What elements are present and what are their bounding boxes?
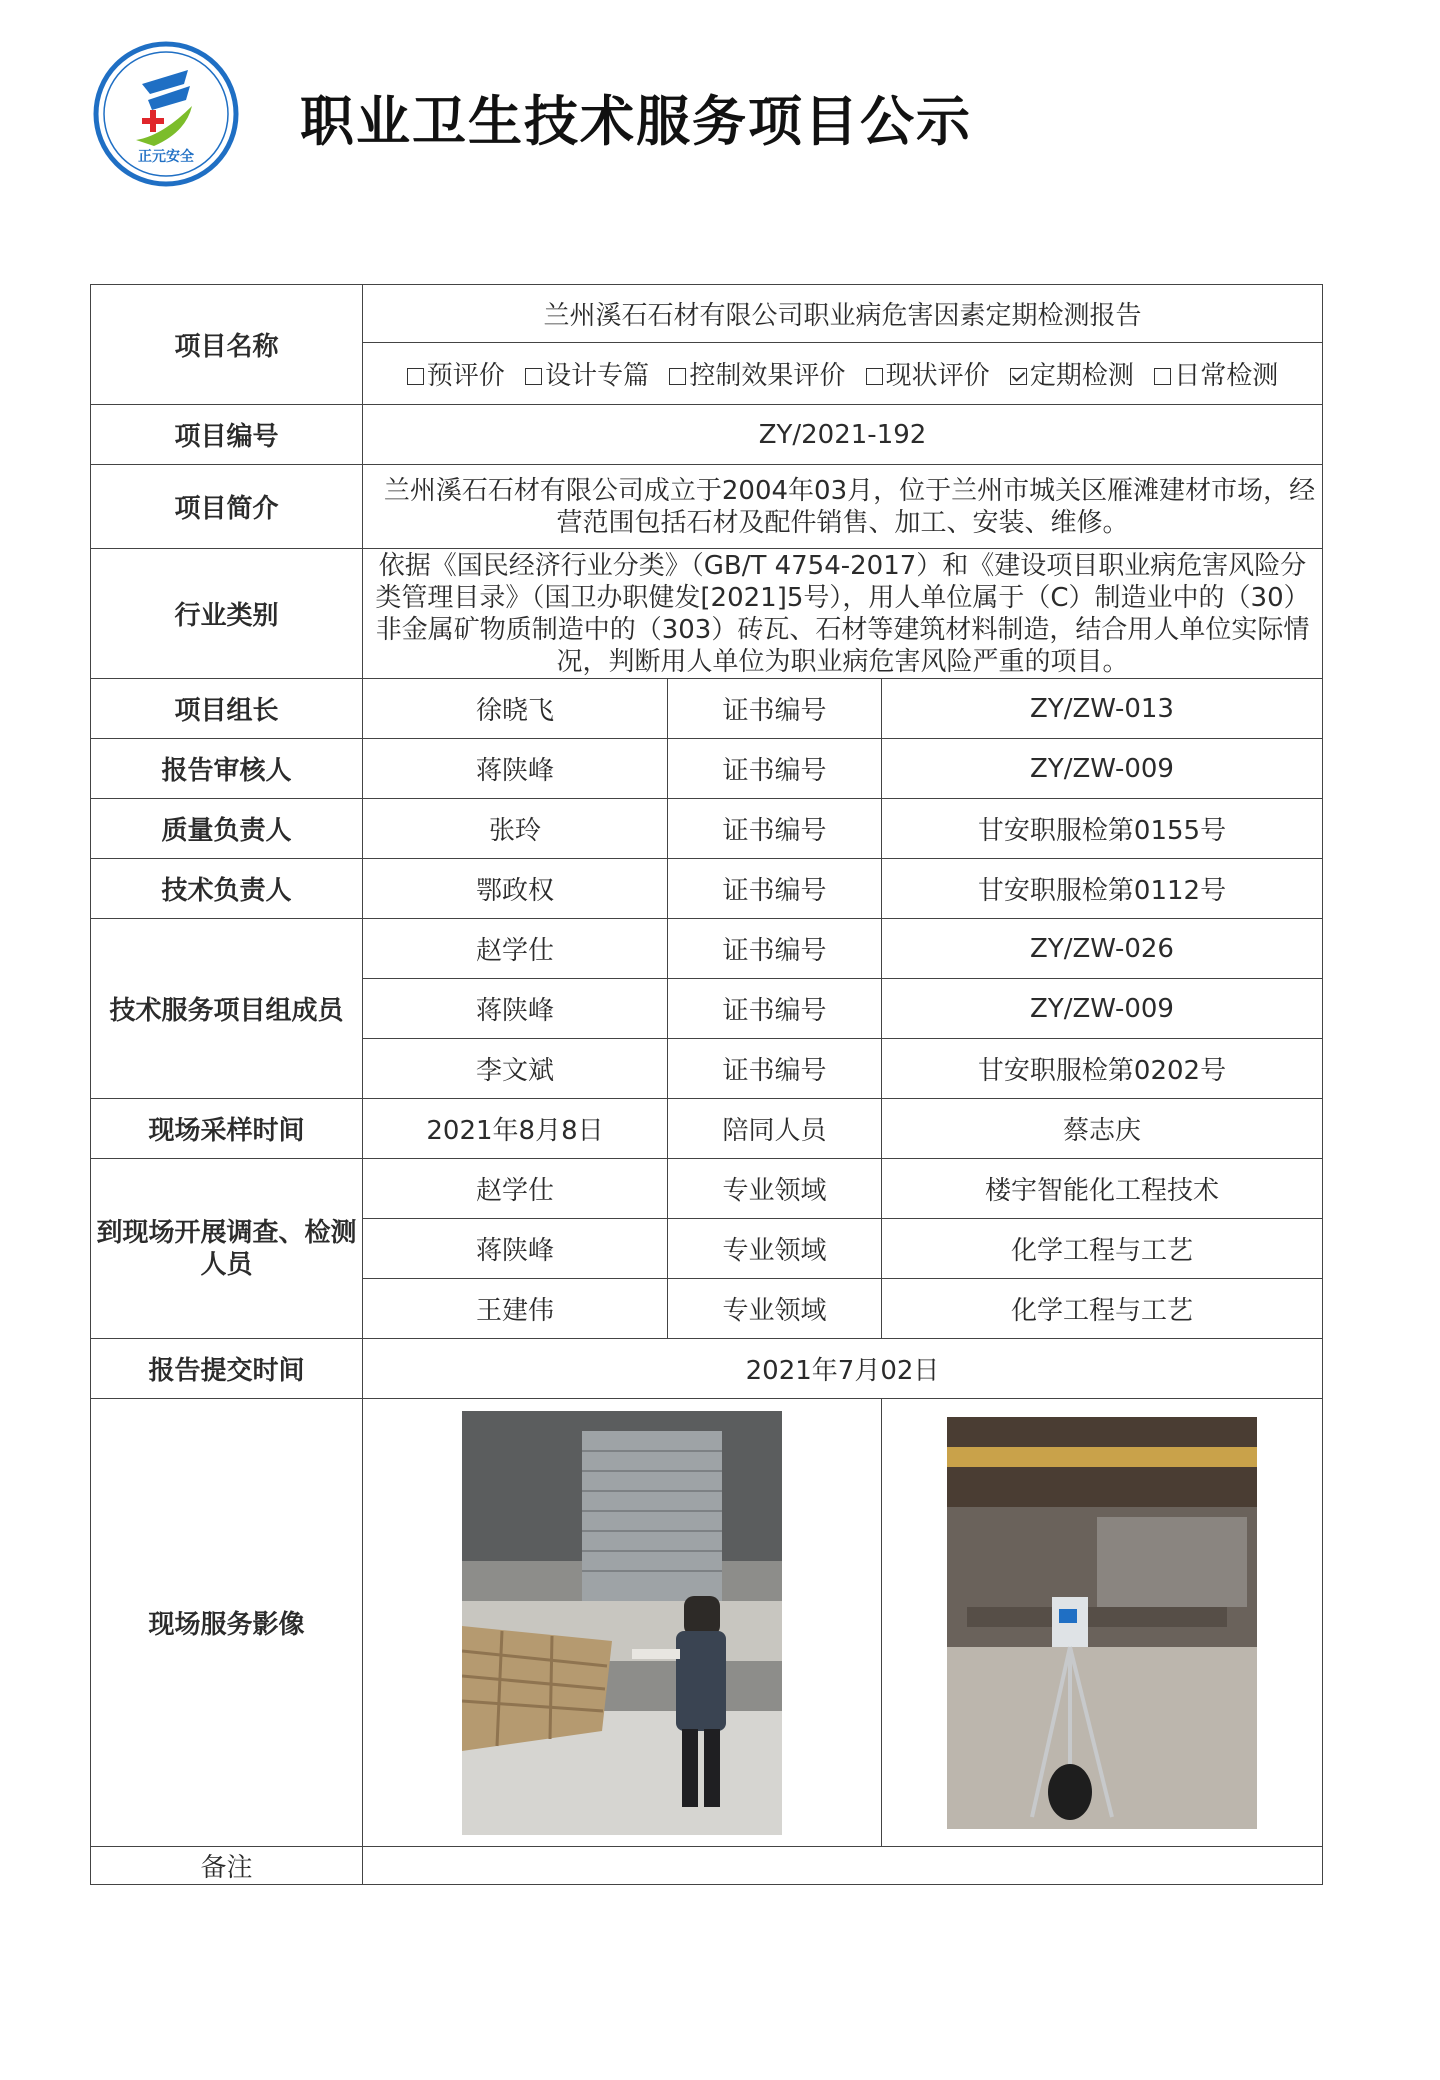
role-label: 项目组长: [91, 679, 363, 739]
role-name: 张玲: [363, 799, 668, 859]
company-logo: [92, 40, 240, 188]
member-name: 赵学仕: [363, 919, 668, 979]
checkbox-icon: [407, 368, 424, 385]
role-cert: ZY/ZW-013: [882, 679, 1323, 739]
cert-label: 证书编号: [668, 1039, 882, 1099]
companion-name: 蔡志庆: [882, 1099, 1323, 1159]
field-label: 专业领域: [668, 1279, 882, 1339]
role-name: 鄂政权: [363, 859, 668, 919]
images-label: 现场服务影像: [91, 1399, 363, 1847]
info-table: [90, 284, 1323, 1885]
surveyor-field: 楼宇智能化工程技术: [882, 1159, 1323, 1219]
cert-label: 证书编号: [668, 679, 882, 739]
project-no: ZY/2021-192: [363, 405, 1323, 465]
role-name: 蒋陕峰: [363, 739, 668, 799]
project-no-label: 项目编号: [91, 405, 363, 465]
checkbox-icon: [1154, 368, 1171, 385]
role-label: 质量负责人: [91, 799, 363, 859]
cert-label: 证书编号: [668, 859, 882, 919]
surveyor-name: 王建伟: [363, 1279, 668, 1339]
option-control-effect: [669, 355, 845, 392]
companion-label: 陪同人员: [668, 1099, 882, 1159]
member-name: 蒋陕峰: [363, 979, 668, 1039]
submit-date: 2021年7月02日: [363, 1339, 1323, 1399]
project-type-options: [363, 343, 1323, 405]
page-title: 职业卫生技术服务项目公示: [300, 90, 972, 153]
option-label: 日常检测: [1174, 361, 1279, 391]
role-label: 技术负责人: [91, 859, 363, 919]
project-name: 兰州溪石石材有限公司职业病危害因素定期检测报告: [363, 285, 1323, 343]
role-label: 报告审核人: [91, 739, 363, 799]
member-cert: ZY/ZW-009: [882, 979, 1323, 1039]
field-label: 专业领域: [668, 1159, 882, 1219]
sampling-label: 现场采样时间: [91, 1099, 363, 1159]
role-cert: 甘安职服检第0112号: [882, 859, 1323, 919]
field-label: 专业领域: [668, 1219, 882, 1279]
submit-label: 报告提交时间: [91, 1339, 363, 1399]
option-label: 定期检测: [1029, 361, 1134, 391]
sampling-date: 2021年8月8日: [363, 1099, 668, 1159]
role-name: 徐晓飞: [363, 679, 668, 739]
surveyor-name: 赵学仕: [363, 1159, 668, 1219]
intro-label: 项目简介: [91, 465, 363, 549]
option-label: 现状评价: [885, 361, 990, 391]
site-photo-instrument: [947, 1417, 1257, 1829]
survey-label: 到现场开展调查、检测人员: [91, 1159, 363, 1339]
intro-text: 兰州溪石石材有限公司成立于2004年03月，位于兰州市城关区雁滩建材市场，经营范围包括石材及配件销售、加工、安装、维修。: [363, 465, 1323, 549]
members-label: 技术服务项目组成员: [91, 919, 363, 1099]
surveyor-field: 化学工程与工艺: [882, 1279, 1323, 1339]
member-name: 李文斌: [363, 1039, 668, 1099]
remarks-value: [363, 1847, 1323, 1885]
cert-label: 证书编号: [668, 979, 882, 1039]
surveyor-field: 化学工程与工艺: [882, 1219, 1323, 1279]
option-pre-evaluation: [407, 355, 505, 392]
logo-text: 正元安全: [138, 149, 194, 165]
checkbox-icon: [866, 368, 883, 385]
role-cert: ZY/ZW-009: [882, 739, 1323, 799]
role-cert: 甘安职服检第0155号: [882, 799, 1323, 859]
industry-label: 行业类别: [91, 549, 363, 679]
option-label: 设计专篇: [545, 361, 650, 391]
option-status-evaluation: [866, 355, 990, 392]
option-daily-detection: [1154, 355, 1278, 392]
option-design: [525, 355, 649, 392]
checkbox-icon: [525, 368, 542, 385]
cert-label: 证书编号: [668, 799, 882, 859]
site-photo-worker: [462, 1411, 782, 1835]
industry-text: 依据《国民经济行业分类》（GB/T 4754-2017）和《建设项目职业病危害风险分类管理目录》（国卫办职健发[2021]5号），用人单位属于（C）制造业中的（30）非金属矿物质制造中的（303）砖瓦、石材等建筑材料制造，结合用人单位实际情况，判断用人单位为职业病危害风险严重的项目。: [363, 549, 1323, 679]
member-cert: ZY/ZW-026: [882, 919, 1323, 979]
option-periodic-detection: [1010, 355, 1134, 392]
option-label: 控制效果评价: [689, 361, 846, 391]
photo-cell-left: [363, 1399, 882, 1847]
project-name-label: 项目名称: [91, 285, 363, 405]
cert-label: 证书编号: [668, 919, 882, 979]
checkbox-icon: [669, 368, 686, 385]
remarks-label: 备注: [91, 1847, 363, 1885]
option-label: 预评价: [426, 361, 505, 391]
cert-label: 证书编号: [668, 739, 882, 799]
member-cert: 甘安职服检第0202号: [882, 1039, 1323, 1099]
checked-checkbox-icon: [1010, 368, 1027, 385]
surveyor-name: 蒋陕峰: [363, 1219, 668, 1279]
photo-cell-right: [882, 1399, 1323, 1847]
